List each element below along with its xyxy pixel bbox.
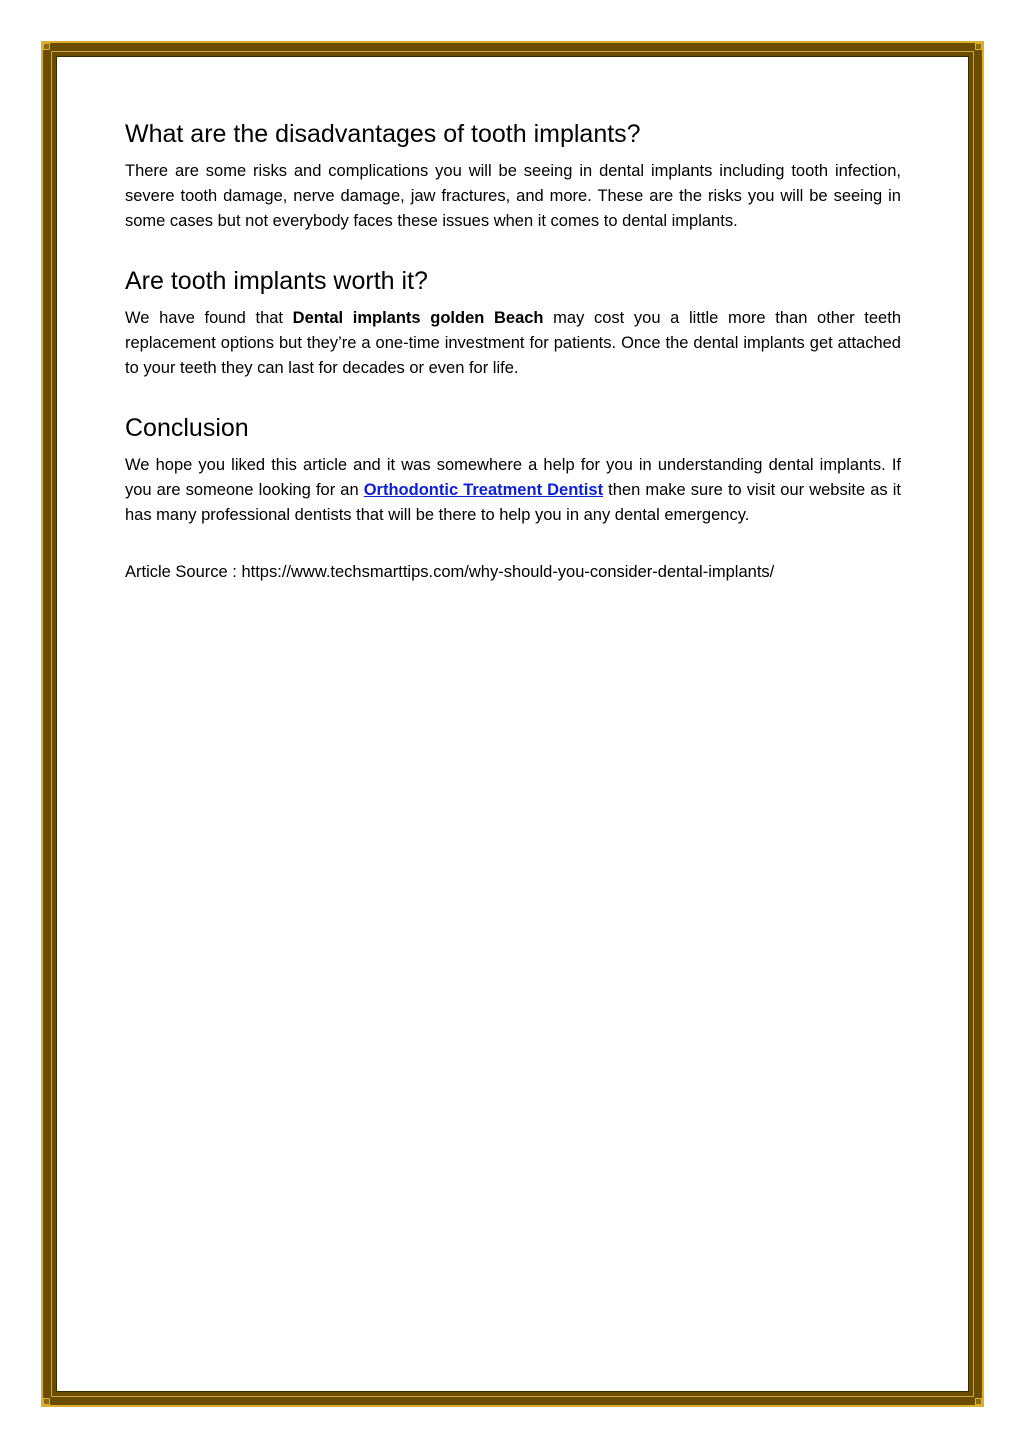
paragraph-worth-it-text-start: We have found that: [125, 309, 293, 327]
paragraph-conclusion: [125, 453, 901, 528]
heading-disadvantages: What are the disadvantages of tooth implants?: [125, 120, 641, 148]
paragraph-conclusion-text-end: then make sure to visit our website as it has many professional dentists that will be there to help you in any dental emergency.: [125, 481, 901, 524]
orthodontic-dentist-link[interactable]: Orthodontic Treatment Dentist: [363, 481, 604, 499]
document-page: [56, 56, 969, 1392]
paragraph-conclusion-text-start: We hope you liked this article and it was somewhere a help for you in understanding dental implants. If you are someone looking for an: [125, 456, 901, 499]
article-source: Article Source : https://www.techsmarttips.com/why-should-you-consider-dental-implants/: [125, 563, 775, 581]
heading-worth-it: Are tooth implants worth it?: [125, 267, 428, 295]
frame-corner-bottom-right: [975, 1398, 982, 1405]
frame-corner-top-right: [975, 43, 982, 50]
frame-corner-bottom-left: [43, 1398, 50, 1405]
paragraph-worth-it-text-end: may cost you a little more than other teeth replacement options but they’re a one-time investment for patients. Once the dental implants get attached to your teeth they can last for decades or even for life.: [125, 309, 901, 377]
frame-corner-top-left: [43, 43, 50, 50]
article-content: [125, 119, 901, 617]
paragraph-disadvantages: There are some risks and complications you will be seeing in dental implants including tooth infection, severe tooth damage, nerve damage, jaw fractures, and more. These are the risks you will be seeing in some cases but not everybody faces these issues when it comes to dental implants.: [125, 162, 901, 230]
heading-conclusion: Conclusion: [125, 414, 249, 442]
bold-keyword: Dental implants golden Beach: [292, 309, 544, 327]
paragraph-worth-it: [125, 306, 901, 381]
